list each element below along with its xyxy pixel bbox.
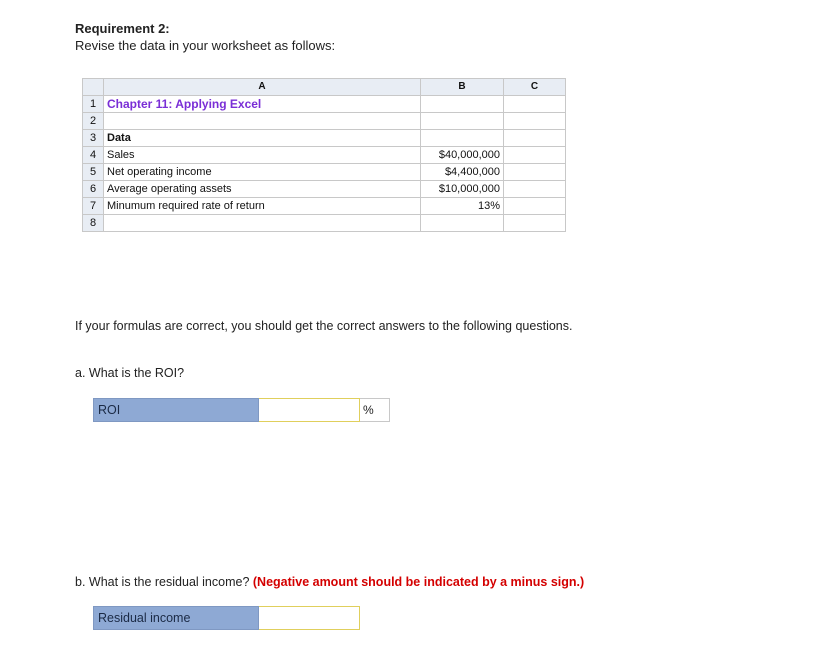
cell-a5: Net operating income [104,164,421,181]
table-row [83,198,566,215]
worksheet-table [82,78,566,232]
row-number: 4 [83,147,104,164]
table-row [83,215,566,232]
column-header-b: B [421,79,504,96]
requirement-subtitle: Revise the data in your worksheet as follows: [75,38,336,53]
roi-label: ROI [93,398,259,422]
cell-c7 [504,198,566,215]
row-number: 3 [83,130,104,147]
cell-b6: $10,000,000 [421,181,504,198]
row-number: 7 [83,198,104,215]
table-row [83,113,566,130]
cell-b5: $4,400,000 [421,164,504,181]
row-number: 5 [83,164,104,181]
question-b-text: b. What is the residual income? [75,575,253,589]
roi-answer-row [93,398,390,422]
question-a: a. What is the ROI? [75,366,185,380]
row-number: 6 [83,181,104,198]
roi-unit: % [360,398,390,422]
instructions-text: If your formulas are correct, you should get the correct answers to the following questions. [75,319,573,333]
row-number: 2 [83,113,104,130]
question-b [75,575,584,589]
residual-income-input[interactable] [259,606,360,630]
cell-a1: Chapter 11: Applying Excel [104,96,421,113]
requirement-title: Requirement 2: [75,21,170,36]
residual-income-label: Residual income [93,606,259,630]
cell-a6: Average operating assets [104,181,421,198]
table-row [83,147,566,164]
cell-b8 [421,215,504,232]
column-header-row [83,79,566,96]
cell-c5 [504,164,566,181]
cell-a3: Data [104,130,421,147]
table-row [83,130,566,147]
cell-a2 [104,113,421,130]
row-number: 1 [83,96,104,113]
cell-b2 [421,113,504,130]
column-header-c: C [504,79,566,96]
cell-c2 [504,113,566,130]
table-row [83,96,566,113]
cell-b4: $40,000,000 [421,147,504,164]
cell-a8 [104,215,421,232]
cell-c1 [504,96,566,113]
row-number: 8 [83,215,104,232]
question-b-note: (Negative amount should be indicated by a minus sign.) [252,575,585,589]
cell-b1 [421,96,504,113]
cell-a4: Sales [104,147,421,164]
cell-c8 [504,215,566,232]
table-row [83,164,566,181]
column-header-a: A [104,79,421,96]
cell-b7: 13% [421,198,504,215]
corner-cell [83,79,104,96]
cell-a7: Minumum required rate of return [104,198,421,215]
residual-income-answer-row [93,606,360,630]
cell-b3 [421,130,504,147]
cell-c6 [504,181,566,198]
cell-c4 [504,147,566,164]
cell-c3 [504,130,566,147]
table-row [83,181,566,198]
roi-input[interactable] [259,398,360,422]
